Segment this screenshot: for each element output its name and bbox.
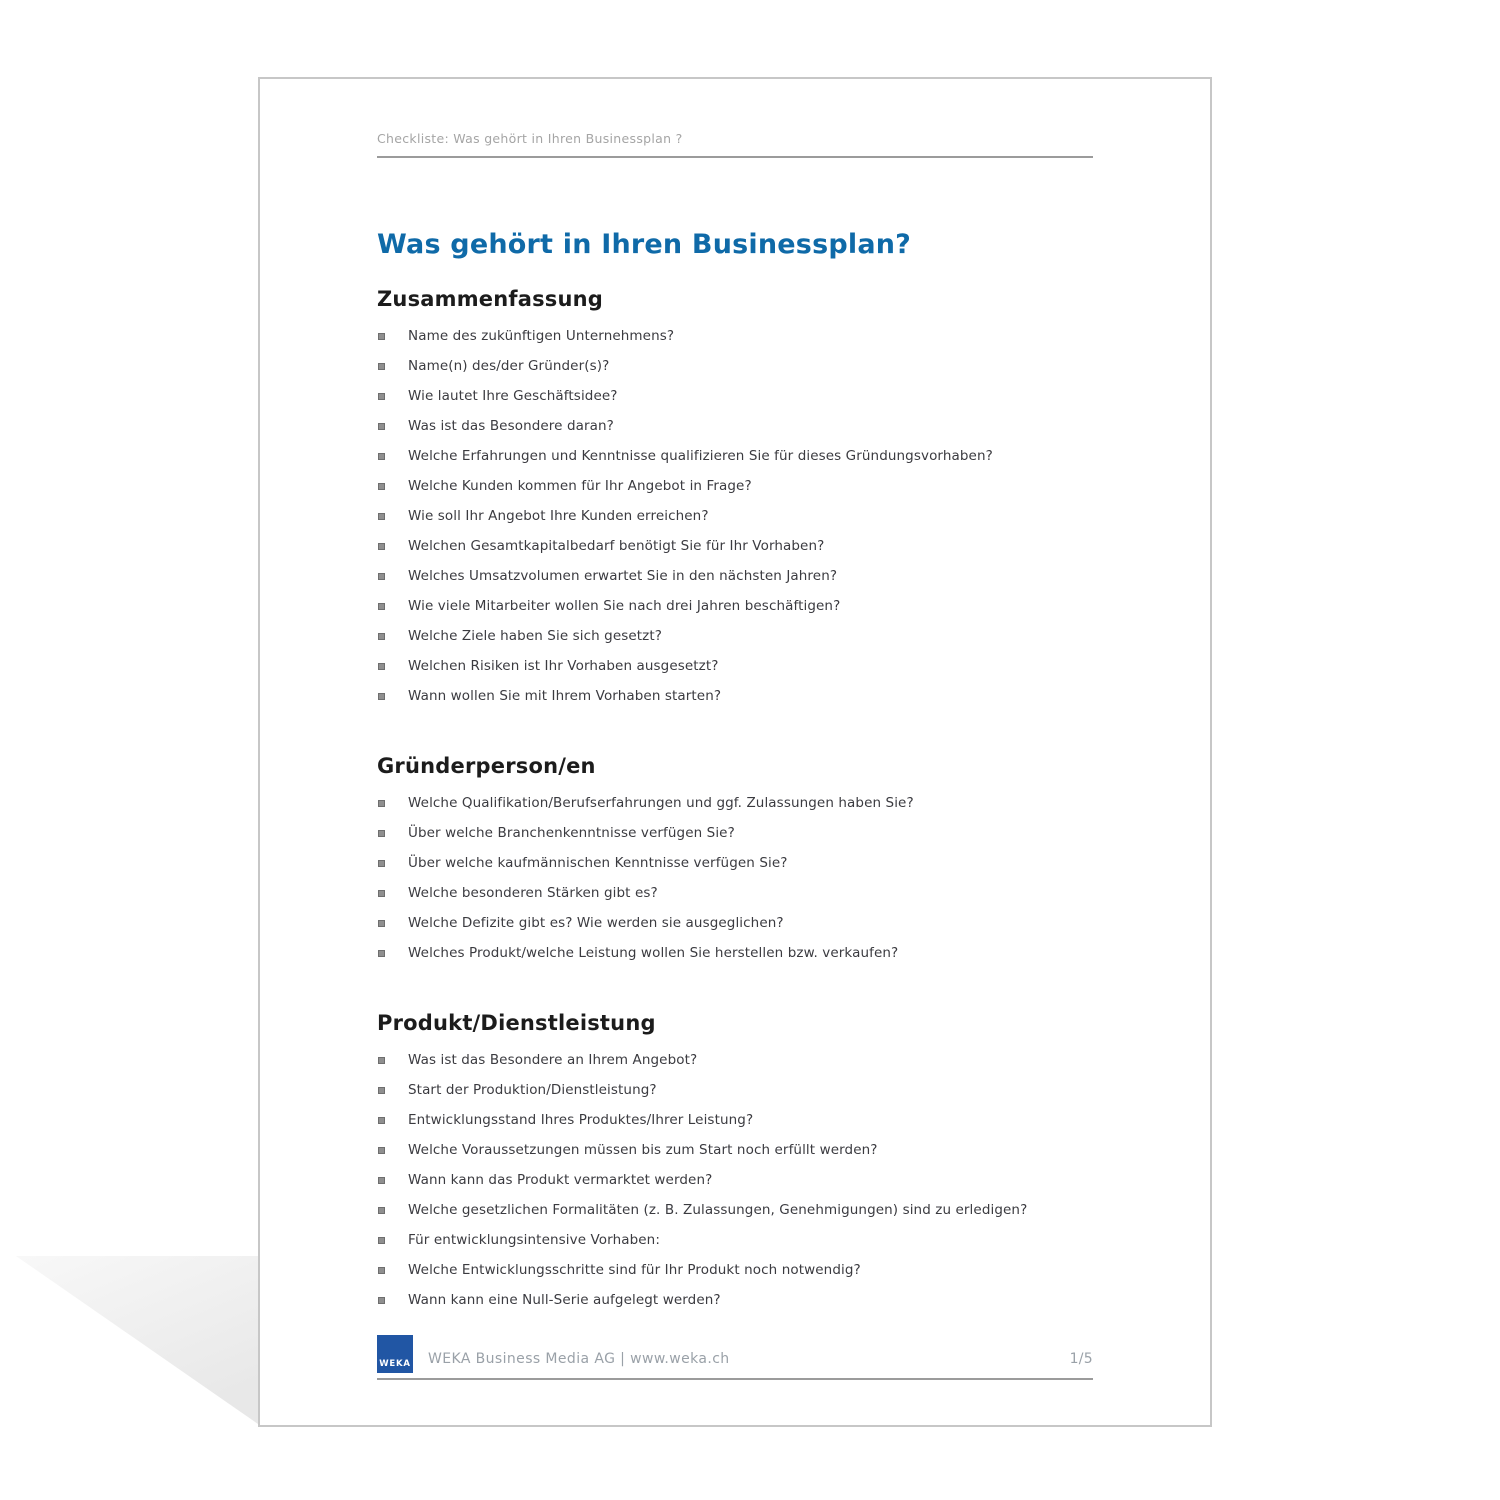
checklist-item-text: Wie viele Mitarbeiter wollen Sie nach drei Jahren beschäftigen?	[408, 598, 841, 614]
square-bullet-icon	[378, 693, 385, 700]
square-bullet-icon	[378, 603, 385, 610]
checklist-item-text: Entwicklungsstand Ihres Produktes/Ihrer Leistung?	[408, 1112, 754, 1128]
square-bullet-icon	[378, 1147, 385, 1154]
checklist-item	[377, 561, 1093, 591]
square-bullet-icon	[378, 1267, 385, 1274]
checklist-item-text: Über welche kaufmännischen Kenntnisse verfügen Sie?	[408, 855, 788, 871]
checklist-item	[377, 531, 1093, 561]
weka-logo	[377, 1335, 413, 1373]
square-bullet-icon	[378, 573, 385, 580]
checklist-item-text: Welche Entwicklungsschritte sind für Ihr Produkt noch notwendig?	[408, 1262, 861, 1278]
checklist-item-text: Was ist das Besondere an Ihrem Angebot?	[408, 1052, 698, 1068]
checklist-item-text: Was ist das Besondere daran?	[408, 418, 614, 434]
page-footer	[377, 1335, 1093, 1380]
checklist-item	[377, 651, 1093, 681]
checklist	[377, 321, 1093, 711]
checklist-item	[377, 351, 1093, 381]
checklist-item	[377, 621, 1093, 651]
checklist-item	[377, 818, 1093, 848]
square-bullet-icon	[378, 890, 385, 897]
checklist-item	[377, 411, 1093, 441]
square-bullet-icon	[378, 363, 385, 370]
square-bullet-icon	[378, 950, 385, 957]
square-bullet-icon	[378, 800, 385, 807]
checklist-item	[377, 1045, 1093, 1075]
section	[377, 1009, 1093, 1315]
page-title: Was gehört in Ihren Businessplan?	[377, 229, 912, 260]
square-bullet-icon	[378, 663, 385, 670]
checklist-item-text: Welche Erfahrungen und Kenntnisse qualifizieren Sie für dieses Gründungsvorhaben?	[408, 448, 993, 464]
square-bullet-icon	[378, 513, 385, 520]
checklist-item-text: Wann wollen Sie mit Ihrem Vorhaben starten?	[408, 688, 722, 704]
square-bullet-icon	[378, 1207, 385, 1214]
checklist-item	[377, 878, 1093, 908]
checklist-item	[377, 441, 1093, 471]
square-bullet-icon	[378, 860, 385, 867]
square-bullet-icon	[378, 333, 385, 340]
checklist-item-text: Für entwicklungsintensive Vorhaben:	[408, 1232, 660, 1248]
checklist-item	[377, 1255, 1093, 1285]
square-bullet-icon	[378, 1087, 385, 1094]
checklist-item	[377, 1285, 1093, 1315]
section	[377, 752, 1093, 968]
checklist-item	[377, 381, 1093, 411]
checklist-item-text: Wie lautet Ihre Geschäftsidee?	[408, 388, 618, 404]
checklist-item-text: Name(n) des/der Gründer(s)?	[408, 358, 610, 374]
checklist-item	[377, 471, 1093, 501]
checklist-item	[377, 321, 1093, 351]
checklist-item	[377, 501, 1093, 531]
checklist-item	[377, 1075, 1093, 1105]
checklist-item	[377, 1135, 1093, 1165]
checklist-item	[377, 1105, 1093, 1135]
checklist-item-text: Welche besonderen Stärken gibt es?	[408, 885, 658, 901]
square-bullet-icon	[378, 483, 385, 490]
checklist-item	[377, 1195, 1093, 1225]
checklist-item	[377, 848, 1093, 878]
square-bullet-icon	[378, 1117, 385, 1124]
checklist-item-text: Welche Voraussetzungen müssen bis zum Start noch erfüllt werden?	[408, 1142, 878, 1158]
checklist-item-text: Wann kann das Produkt vermarktet werden?	[408, 1172, 713, 1188]
checklist-item-text: Welche gesetzlichen Formalitäten (z. B. Zulassungen, Genehmigungen) sind zu erledigen?	[408, 1202, 1028, 1218]
checklist	[377, 1045, 1093, 1315]
square-bullet-icon	[378, 1297, 385, 1304]
square-bullet-icon	[378, 920, 385, 927]
checklist-item	[377, 938, 1093, 968]
square-bullet-icon	[378, 453, 385, 460]
section	[377, 285, 1093, 711]
checklist-item	[377, 681, 1093, 711]
document-page	[258, 77, 1212, 1427]
sections	[377, 285, 1093, 1315]
checklist-item-text: Welche Kunden kommen für Ihr Angebot in Frage?	[408, 478, 752, 494]
section-heading: Gründerperson/en	[377, 754, 596, 778]
checklist-item	[377, 591, 1093, 621]
checklist-item	[377, 1165, 1093, 1195]
page-number: 1/5	[1069, 1351, 1093, 1367]
square-bullet-icon	[378, 543, 385, 550]
weka-logo-text: WEKA	[379, 1359, 411, 1369]
checklist-item-text: Name des zukünftigen Unternehmens?	[408, 328, 675, 344]
square-bullet-icon	[378, 633, 385, 640]
checklist-item-text: Wie soll Ihr Angebot Ihre Kunden erreichen?	[408, 508, 709, 524]
square-bullet-icon	[378, 393, 385, 400]
section-heading: Zusammenfassung	[377, 287, 604, 311]
checklist-item-text: Welche Qualifikation/Berufserfahrungen und ggf. Zulassungen haben Sie?	[408, 795, 914, 811]
checklist	[377, 788, 1093, 968]
checklist-item	[377, 788, 1093, 818]
checklist-item-text: Welchen Risiken ist Ihr Vorhaben ausgesetzt?	[408, 658, 719, 674]
square-bullet-icon	[378, 1237, 385, 1244]
checklist-item-text: Welches Umsatzvolumen erwartet Sie in den nächsten Jahren?	[408, 568, 838, 584]
checklist-item-text: Start der Produktion/Dienstleistung?	[408, 1082, 657, 1098]
checklist-item	[377, 1225, 1093, 1255]
checklist-item-text: Welchen Gesamtkapitalbedarf benötigt Sie für Ihr Vorhaben?	[408, 538, 825, 554]
square-bullet-icon	[378, 1177, 385, 1184]
section-heading: Produkt/Dienstleistung	[377, 1011, 656, 1035]
checklist-item-text: Welche Defizite gibt es? Wie werden sie ausgeglichen?	[408, 915, 784, 931]
checklist-item-text: Welches Produkt/welche Leistung wollen Sie herstellen bzw. verkaufen?	[408, 945, 899, 961]
running-header: Checkliste: Was gehört in Ihren Businessplan ?	[377, 131, 1093, 158]
checklist-item-text: Über welche Branchenkenntnisse verfügen Sie?	[408, 825, 735, 841]
checklist-item-text: Wann kann eine Null-Serie aufgelegt werden?	[408, 1292, 721, 1308]
checklist-item-text: Welche Ziele haben Sie sich gesetzt?	[408, 628, 663, 644]
square-bullet-icon	[378, 1057, 385, 1064]
square-bullet-icon	[378, 830, 385, 837]
checklist-item	[377, 908, 1093, 938]
square-bullet-icon	[378, 423, 385, 430]
footer-publisher-text: WEKA Business Media AG | www.weka.ch	[428, 1351, 730, 1367]
